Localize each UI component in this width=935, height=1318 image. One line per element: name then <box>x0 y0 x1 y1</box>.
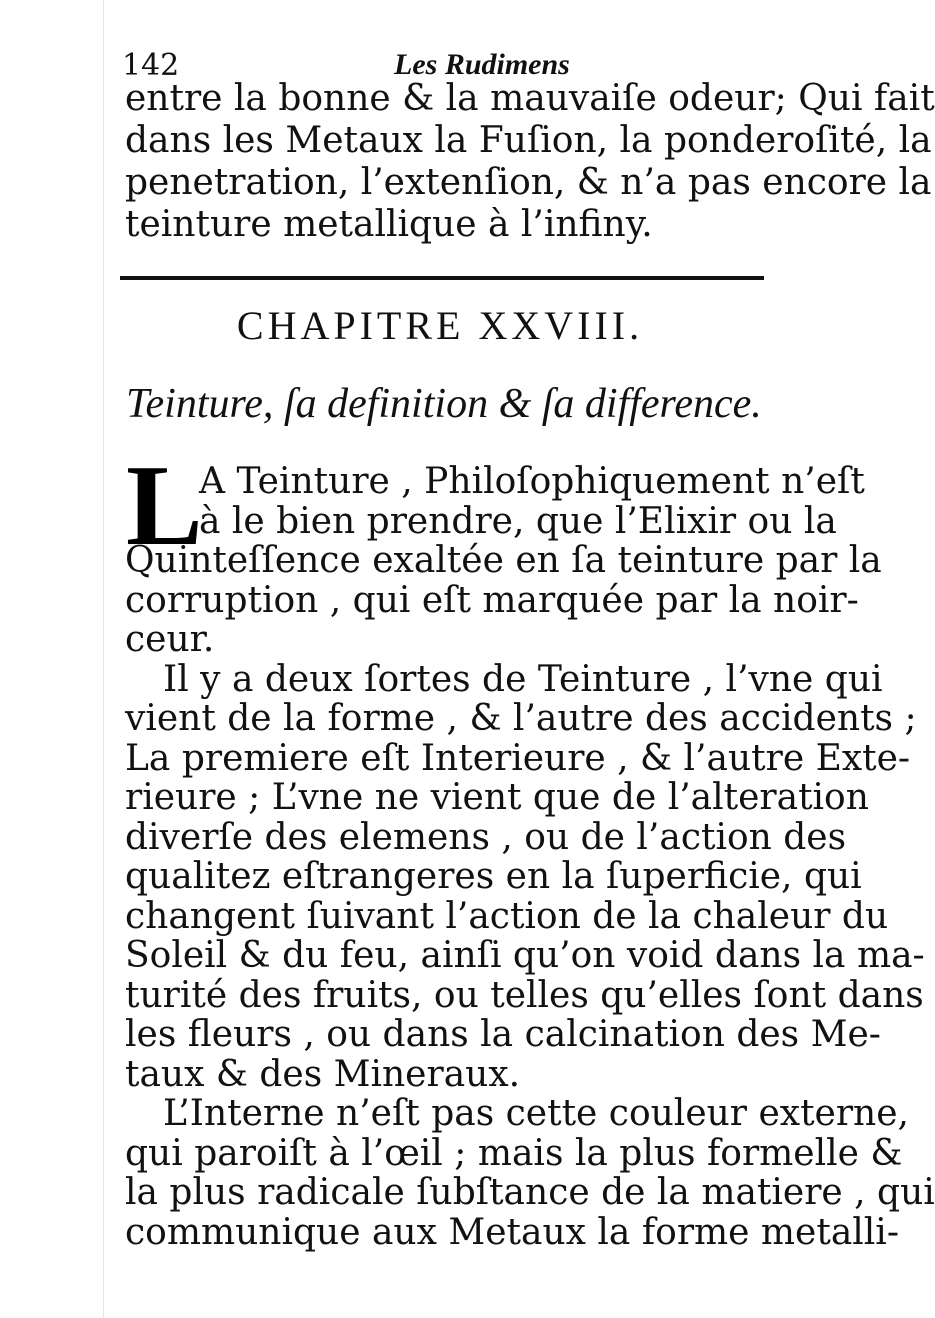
text-line: dans les Metaux la Fuſion, la ponderoſité, la <box>125 120 932 161</box>
text-line: ceur. <box>125 619 215 660</box>
page-header <box>122 40 772 83</box>
text-line: qui paroiſt à l’œil ; mais la plus formelle & <box>125 1132 903 1174</box>
text-line: taux & des Mineraux. <box>125 1053 521 1095</box>
text-line: entre la bonne & la mauvaiſe odeur; Qui fait <box>125 78 935 119</box>
section-divider <box>120 276 764 280</box>
chapter-subtitle: Teinture, ſa definition & ſa difference. <box>126 381 762 427</box>
page-number: 142 <box>122 48 180 83</box>
text-line: La premiere eſt Interieure , & l’autre Exte- <box>125 737 911 779</box>
text-line: la plus radicale ſubſtance de la matiere , qui <box>125 1172 935 1213</box>
text-line: Soleil & du feu, ainſi qu’on void dans la ma- <box>125 935 925 976</box>
text-line: penetration, l’extenſion, & n’a pas encore la <box>125 162 932 203</box>
chapter-body <box>125 442 935 1253</box>
continued-paragraph <box>125 78 935 246</box>
text-line: à le bien prendre, que l’Elixir ou la <box>199 500 837 542</box>
text-line: corruption , qui eſt marquée par la noir- <box>125 579 859 621</box>
text-line: changent ſuivant l’action de la chaleur du <box>125 895 889 937</box>
page-gutter-line <box>103 0 104 1318</box>
text-line: diverſe des elemens , ou de l’action des <box>125 816 847 858</box>
text-line: vient de la forme , & l’autre des accidents ; <box>125 698 917 739</box>
text-line: turité des fruits, ou telles qu’elles ſont dans <box>125 974 924 1016</box>
text-line: Quinteſſence exaltée en ſa teinture par la <box>125 540 882 581</box>
text-line: communique aux Metaux la forme metalli- <box>125 1211 899 1253</box>
text-line: A Teinture , Philoſophiquement n’eſt <box>199 461 865 502</box>
running-head: Les Rudimens <box>394 48 570 81</box>
text-line: les fleurs , ou dans la calcination des Me- <box>125 1014 881 1055</box>
text-line: L’Interne n’eſt pas cette couleur externe, <box>163 1093 909 1134</box>
chapter-title: CHAPITRE XXVIII. <box>236 303 644 348</box>
text-line: Il y a deux ſortes de Teinture , l’vne qui <box>163 658 883 700</box>
text-line: qualitez eſtrangeres en la ſuperficie, qui <box>125 856 862 897</box>
drop-cap: L <box>126 442 203 569</box>
text-line: teinture metallique à l’infiny. <box>125 204 653 245</box>
text-line: rieure ; L’vne ne vient que de l’alteration <box>125 777 869 818</box>
